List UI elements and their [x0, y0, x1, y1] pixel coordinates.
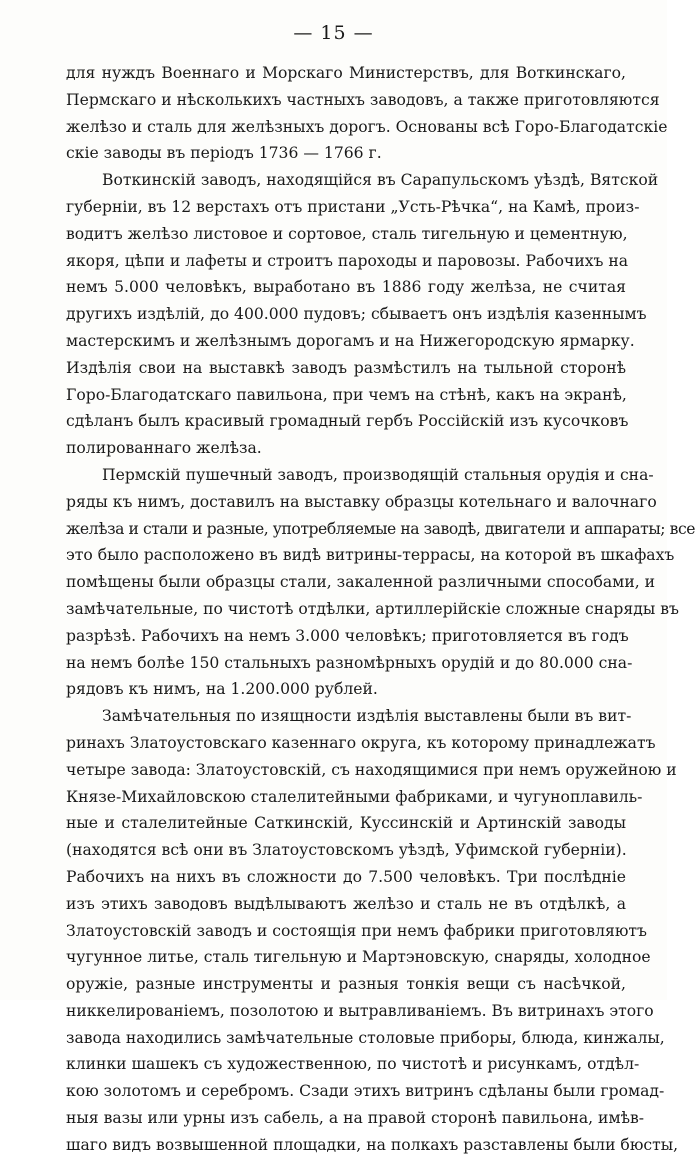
- text-line: ряды къ нимъ, доставилъ на выставку образцы котельнаго и валочнаго: [66, 492, 657, 511]
- text-line: ринахъ Златоустовскаго казеннаго округа, къ которому принадлежатъ: [66, 733, 656, 752]
- text-line: рядовъ къ нимъ, на 1.200.000 рублей.: [66, 680, 378, 699]
- page-number: — 15 —: [293, 22, 374, 44]
- text-line: кою золотомъ и серебромъ. Сзади этихъ витринъ сдѣланы были громад-: [66, 1082, 665, 1101]
- text-line: скіе заводы въ періодъ 1736 — 1766 г.: [66, 144, 382, 163]
- text-line: полированнаго желѣза.: [66, 439, 262, 458]
- text-line: помѣщены были образцы стали, закаленной различными способами, и: [66, 573, 656, 592]
- text-line: Издѣлія свои на выставкѣ заводъ размѣстилъ на тыльной сторонѣ: [66, 358, 626, 377]
- text-line: ныя вазы или урны изъ сабель, а на правой сторонѣ павильона, имѣв-: [66, 1109, 645, 1128]
- text-line: желѣзо и сталь для желѣзныхъ дорогъ. Основаны всѣ Горо-Благодатскіе: [66, 117, 668, 136]
- text-line: ные и сталелитейные Саткинскій, Куссинскій и Артинскій заводы: [66, 814, 626, 833]
- text-line: завода находились замѣчательные столовые приборы, блюда, кинжалы,: [66, 1028, 665, 1047]
- text-line: желѣза и стали и разные, употребляемые на заводѣ, двигатели и аппараты; все: [66, 519, 695, 538]
- text-line: якоря, цѣпи и лафеты и строитъ пароходы и паровозы. Рабочихъ на: [66, 251, 629, 270]
- text-line: Горо-Благодатскаго павильона, при чемъ на стѣнѣ, какъ на экранѣ,: [66, 385, 627, 404]
- paragraph-3: [66, 462, 695, 703]
- text-line: оружіе, разные инструменты и разныя тонкія вещи съ насѣчкой,: [66, 975, 626, 994]
- text-line: Рабочихъ на нихъ въ сложности до 7.500 человѣкъ. Три послѣдніе: [66, 867, 626, 886]
- text-line: Пермскій пушечный заводъ, производящій стальныя орудія и сна-: [102, 465, 654, 484]
- text-line: Замѣчательныя по изящности издѣлія выставлены были въ вит-: [102, 707, 632, 726]
- text-line: Князе-Михайловскою сталелитейными фабриками, и чугуноплавиль-: [66, 787, 643, 806]
- text-line: Пермскаго и нѣсколькихъ частныхъ заводовъ, а также приготовляются: [66, 90, 660, 109]
- text-line: четыре завода: Златоустовскій, съ находящимися при немъ оружейною и: [66, 760, 677, 779]
- paragraph-4: [66, 703, 679, 1159]
- text-line: Златоустовскій заводъ и состоящія при немъ фабрики приготовляютъ: [66, 921, 647, 940]
- text-line: для нуждъ Военнаго и Морскаго Министерствъ, для Воткинскаго,: [66, 64, 626, 82]
- text-line: никкелированіемъ, позолотою и вытравливаніемъ. Въ витринахъ этого: [66, 1001, 654, 1020]
- paragraph-2: [66, 167, 659, 462]
- text-line: шаго видъ возвышенной площадки, на полкахъ разставлены были бюсты,: [66, 1135, 679, 1154]
- text-line: клинки шашекъ съ художественною, по чистотѣ и рисункамъ, отдѣл-: [66, 1055, 640, 1074]
- text-body: [66, 60, 695, 1159]
- text-line: немъ 5.000 человѣкъ, выработано въ 1886 году желѣза, не считая: [66, 278, 626, 297]
- text-line: мастерскимъ и желѣзнымъ дорогамъ и на Нижегородскую ярмарку.: [66, 331, 635, 350]
- text-line: другихъ издѣлій, до 400.000 пудовъ; сбываетъ онъ издѣлія казеннымъ: [66, 305, 647, 324]
- text-line: водитъ желѣзо листовое и сортовое, сталь тигельную и цементную,: [66, 224, 628, 243]
- text-line: это было расположено въ видѣ витрины-террасы, на которой въ шкафахъ: [66, 546, 675, 565]
- text-line: чугунное литье, сталь тигельную и Мартэновскую, снаряды, холодное: [66, 948, 651, 967]
- text-line: разрѣзѣ. Рабочихъ на немъ 3.000 человѣкъ; приготовляется въ годъ: [66, 626, 629, 645]
- text-line: Воткинскій заводъ, находящійся въ Сарапульскомъ уѣздѣ, Вятской: [102, 171, 659, 190]
- text-line: сдѣланъ былъ красивый громадный гербъ Россійскій изъ кусочковъ: [66, 412, 629, 431]
- text-line: (находятся всѣ они въ Златоустовскомъ уѣздѣ, Уфимской губерніи).: [66, 841, 627, 860]
- text-line: изъ этихъ заводовъ выдѣлываютъ желѣзо и сталь не въ отдѣлкѣ, а: [66, 894, 626, 913]
- text-line: губерніи, въ 12 верстахъ отъ пристани „Усть-Рѣчка“, на Камѣ, произ-: [66, 197, 640, 216]
- text-line: замѣчательные, по чистотѣ отдѣлки, артиллерійскіе сложные снаряды въ: [66, 599, 679, 618]
- text-line: на немъ болѣе 150 стальныхъ разномѣрныхъ орудій и до 80.000 сна-: [66, 653, 633, 672]
- paragraph-1: [66, 60, 668, 167]
